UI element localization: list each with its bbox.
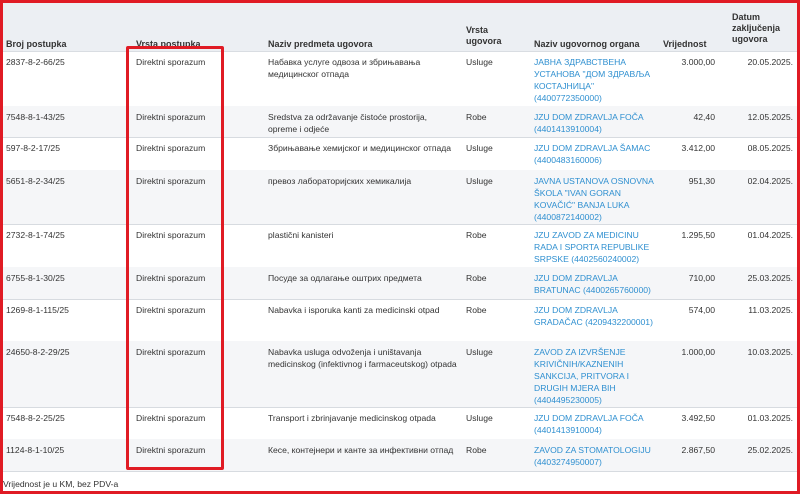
table-row: [3, 224, 797, 268]
cell-vrsta-ugovora: Usluge: [466, 347, 493, 357]
cell-vrijednost: 1.295,50: [681, 230, 715, 240]
cell-ugovorni-organ[interactable]: ЈАВНА ЗДРАВСТВЕНА УСТАНОВА "ДОМ ЗДРАВЉА КОСТАЈНИЦА" (4400772350000): [534, 57, 651, 103]
cell-ugovorni-organ[interactable]: JZU DOM ZDRAVLJA FOČA (4401413910004): [534, 413, 644, 435]
cell-ugovorni-organ[interactable]: JZU DOM ZDRAVLJA GRADAČAC (4209432200001): [534, 305, 653, 327]
table-row: [3, 439, 797, 472]
cell-vrsta-postupka: Direktni sporazum: [136, 347, 206, 357]
column-header-vrsta-postupka[interactable]: Vrsta postupka: [136, 39, 201, 49]
table-row: [3, 299, 797, 342]
table-row: [3, 341, 797, 408]
cell-broj: 24650-8-2-29/25: [6, 347, 70, 357]
cell-vrsta-ugovora: Robe: [466, 273, 487, 283]
cell-ugovorni-organ[interactable]: ZAVOD ZA IZVRŠENJE KRIVIČNIH/KAZNENIH SANKCIJA, PRITVORA I DRUGIH MJERA BIH (4404495230005): [534, 347, 630, 405]
cell-broj: 597-8-2-17/25: [6, 143, 60, 153]
table-row: [3, 106, 797, 138]
table-header: [3, 3, 797, 52]
cell-vrsta-postupka: Direktni sporazum: [136, 112, 206, 122]
column-header-vrijednost[interactable]: Vrijednost: [663, 39, 707, 49]
cell-broj: 6755-8-1-30/25: [6, 273, 65, 283]
table-row: [3, 170, 797, 225]
cell-naziv-predmeta: plastični kanisteri: [268, 230, 334, 240]
cell-vrsta-ugovora: Robe: [466, 445, 487, 455]
cell-broj: 1124-8-1-10/25: [6, 445, 65, 455]
cell-vrijednost: 574,00: [688, 305, 715, 315]
currency-footnote: Vrijednost je u KM, bez PDV-a: [3, 479, 119, 489]
cell-datum: 25.02.2025.: [747, 445, 793, 455]
column-header-broj[interactable]: Broj postupka: [6, 39, 67, 49]
cell-vrijednost: 710,00: [688, 273, 715, 283]
cell-vrsta-postupka: Direktni sporazum: [136, 273, 206, 283]
cell-vrijednost: 3.000,00: [681, 57, 715, 67]
cell-vrijednost: 2.867,50: [681, 445, 715, 455]
column-header-naziv-organa[interactable]: Naziv ugovornog organa: [534, 39, 640, 49]
column-header-vrsta-ugovora[interactable]: Vrsta ugovora: [466, 25, 502, 46]
cell-datum: 08.05.2025.: [747, 143, 793, 153]
cell-vrsta-postupka: Direktni sporazum: [136, 143, 206, 153]
cell-naziv-predmeta: Збрињавање хемијског и медицинског отпада: [268, 143, 452, 153]
cell-naziv-predmeta: Transport i zbrinjavanje medicinskog otpada: [268, 413, 436, 423]
cell-datum: 12.05.2025.: [747, 112, 793, 122]
cell-vrsta-ugovora: Robe: [466, 230, 487, 240]
cell-vrsta-postupka: Direktni sporazum: [136, 413, 206, 423]
cell-naziv-predmeta: превоз лабораторијских хемикалија: [268, 176, 412, 186]
contracts-table: [3, 3, 797, 491]
cell-vrsta-ugovora: Robe: [466, 112, 487, 122]
cell-broj: 2732-8-1-74/25: [6, 230, 65, 240]
cell-vrsta-postupka: Direktni sporazum: [136, 445, 206, 455]
cell-vrsta-postupka: Direktni sporazum: [136, 305, 206, 315]
cell-naziv-predmeta: Кесе, контејнери и канте за инфективни отпад: [268, 445, 454, 455]
cell-datum: 01.03.2025.: [747, 413, 793, 423]
cell-datum: 25.03.2025.: [747, 273, 793, 283]
cell-vrijednost: 3.492,50: [681, 413, 715, 423]
cell-naziv-predmeta: Набавка услуге одвоза и збрињавања медицинског отпада: [268, 57, 421, 79]
cell-ugovorni-organ[interactable]: ZAVOD ZA STOMATOLOGIJU (4403274950007): [534, 445, 651, 467]
cell-datum: 11.03.2025.: [748, 305, 793, 315]
cell-vrsta-postupka: Direktni sporazum: [136, 57, 206, 67]
table-row: [3, 51, 797, 107]
cell-naziv-predmeta: Nabavka usluga odvoženja i uništavanja medicinskog (infektivnog i farmaceutskog) otpada: [268, 347, 457, 369]
cell-vrsta-ugovora: Robe: [466, 305, 487, 315]
cell-vrsta-postupka: Direktni sporazum: [136, 176, 206, 186]
cell-naziv-predmeta: Nabavka i isporuka kanti za medicinski otpad: [268, 305, 440, 315]
table-row: [3, 267, 797, 300]
column-header-naziv-predmeta[interactable]: Naziv predmeta ugovora: [268, 39, 373, 49]
cell-vrijednost: 3.412,00: [681, 143, 715, 153]
cell-ugovorni-organ[interactable]: JAVNA USTANOVA OSNOVNA ŠKOLA "IVAN GORAN KOVAČIĆ" BANJA LUKA (4400872140002): [534, 176, 654, 222]
cell-vrsta-ugovora: Usluge: [466, 413, 493, 423]
cell-vrijednost: 42,40: [693, 112, 715, 122]
cell-broj: 5651-8-2-34/25: [6, 176, 65, 186]
cell-ugovorni-organ[interactable]: JZU DOM ZDRAVLJA BRATUNAC (4400265760000): [534, 273, 651, 295]
cell-datum: 01.04.2025.: [747, 230, 793, 240]
cell-vrijednost: 951,30: [688, 176, 715, 186]
table-row: [3, 407, 797, 440]
cell-vrsta-ugovora: Usluge: [466, 143, 493, 153]
cell-ugovorni-organ[interactable]: JZU ZAVOD ZA MEDICINU RADA I SPORTA REPUBLIKE SRPSKE (4402560240002): [534, 230, 650, 264]
cell-datum: 20.05.2025.: [747, 57, 793, 67]
cell-naziv-predmeta: Sredstva za održavanje čistoće prostorija, opreme i odjeće: [268, 112, 428, 134]
cell-broj: 7548-8-2-25/25: [6, 413, 65, 423]
cell-vrsta-ugovora: Usluge: [466, 176, 493, 186]
column-header-datum[interactable]: Datum zaključenja ugovora: [732, 12, 781, 44]
cell-vrijednost: 1.000,00: [681, 347, 715, 357]
cell-ugovorni-organ[interactable]: JZU DOM ZDRAVLJA FOČA (4401413910004): [534, 112, 644, 134]
cell-ugovorni-organ[interactable]: JZU DOM ZDRAVLJA ŠAMAC (4400483160006): [534, 143, 651, 165]
cell-broj: 1269-8-1-115/25: [6, 305, 69, 315]
cell-broj: 2837-8-2-66/25: [6, 57, 65, 67]
cell-vrsta-postupka: Direktni sporazum: [136, 230, 206, 240]
cell-datum: 10.03.2025.: [747, 347, 793, 357]
cell-broj: 7548-8-1-43/25: [6, 112, 65, 122]
cell-datum: 02.04.2025.: [747, 176, 793, 186]
table-row: [3, 137, 797, 171]
cell-naziv-predmeta: Посуде за одлагање оштрих предмета: [268, 273, 422, 283]
cell-vrsta-ugovora: Usluge: [466, 57, 493, 67]
